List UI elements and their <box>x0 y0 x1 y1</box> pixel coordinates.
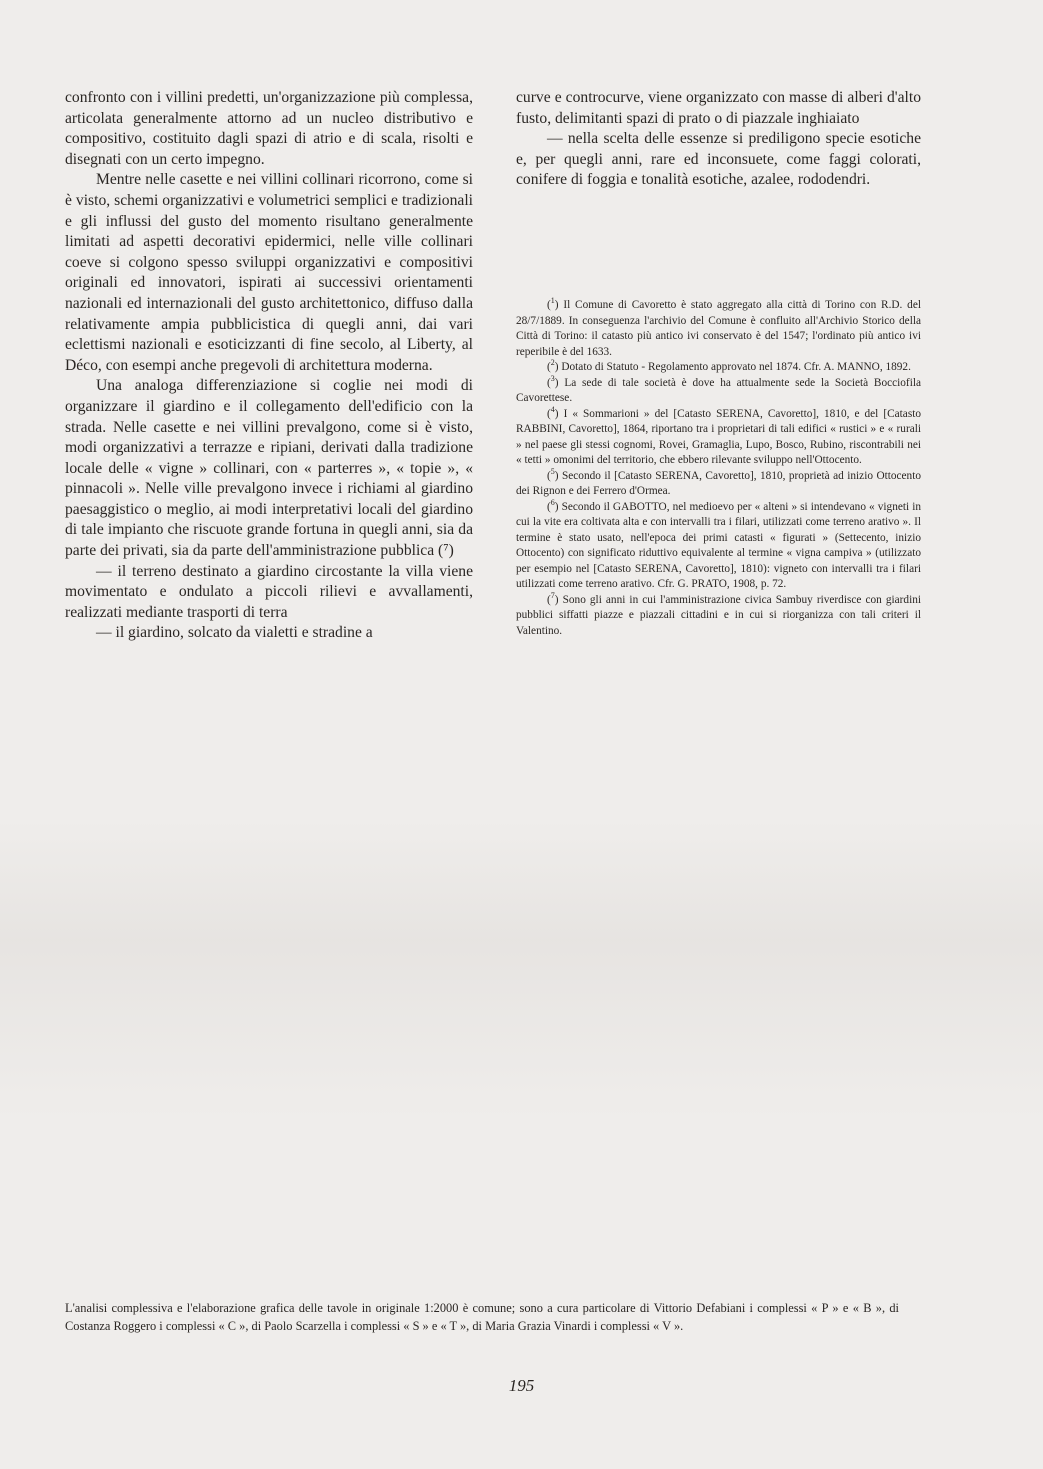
footnote: ($^6$) Secondo il GABOTTO, nel medioevo per « alteni » si intendevano « vigneti in cui la vite era coltivata alta e con intervalli tra i filari, utilizzati come terreno arativo ». Il termine è stato usato, nell'epoca dei primi catasti « figurati » (Settecento, inizio Ottocento) con significato riduttivo equivalente al termine « vigna campiva » (utilizzato per esempio nel [Catasto SERENA, Cavoretto], 1810): vigneto con intervalli tra i filari utilizzati come terreno arativo. Cfr. G. PRATO, 1908, p. 72. <box>516 497 921 590</box>
footnote-number: 2 <box>550 358 555 368</box>
footnote: ($^5$) Secondo il [Catasto SERENA, Cavoretto], 1810, proprietà ad inizio Ottocento dei Rignon e dei Ferrero d'Ormea. <box>516 466 921 497</box>
left-text-column <box>65 88 473 644</box>
footnote: ($^1$) Il Comune di Cavoretto è stato aggregato alla città di Torino con R.D. del 28/7/1889. In conseguenza l'archivio del Comune è confluito all'Archivio Storico della Città di Torino: il catasto più antico ivi conservato è del 1547; l'ordinato più antico ivi reperibile è del 1633. <box>516 296 921 358</box>
paragraph-text: Una analoga differenziazione si coglie nei modi di organizzare il giardino e il collegamento dell'edificio con la strada. Nelle casette e nei villini prevalgono, come si è visto, modi organizzativi a terrazze e ripiani, derivati dalla tradizione locale delle « vigne » collinari, con « parterres », « topie », « pinnacoli ». Nelle ville prevalgono invece i richiami al giardino paesaggistico o meglio, ai modi interpretativi locali del giardino di tale impianto che riscuote grande fortuna in quegli anni, sia da parte dei privati, sia da parte dell'amministrazione pubblica <box>65 377 473 560</box>
footnote: ($^2$) Dotato di Statuto - Regolamento approvato nel 1874. Cfr. A. MANNO, 1892. <box>547 358 911 373</box>
paragraph: — il giardino, solcato da vialetti e stradine a <box>96 624 373 642</box>
footnote: ($^4$) I « Sommarioni » del [Catasto SERENA, Cavoretto], 1810, e del [Catasto RABBINI, Cavoretto], 1864, riportano tra i proprietari di tali edifici « rustici » e « rurali » nel paese gli stessi cognomi, Rovei, Gramaglia, Lupo, Bosco, Rubino, riscontrabili nei « tetti » omonimi del territorio, che ebbero rilevante sviluppo nell'Ottocento. <box>516 404 921 466</box>
footnote-text: Secondo il GABOTTO, nel medioevo per « alteni » si intendevano « vigneti in cui la vite era coltivata alta e con intervalli tra i filari, utilizzati come terreno arativo ». Il termine è stato usato, nell'epoca dei primi catasti « figurati » (Settecento, inizio Ottocento) con significato riduttivo equivalente al termine « vigna campiva » (utilizzato per esempio nel [Catasto SERENA, Cavoretto], 1810): vigneto con intervalli tra i filari utilizzati come terreno arativo. Cfr. G. PRATO, 1908, p. 72. <box>516 500 921 590</box>
footnote-number: 3 <box>550 373 555 383</box>
footnote-number: 1 <box>550 296 555 306</box>
footnote: ($^3$) La sede di tale società è dove ha attualmente sede la Società Bocciofila Cavorettese. <box>516 373 921 404</box>
footnote-text: Secondo il [Catasto SERENA, Cavoretto], 1810, proprietà ad inizio Ottocento dei Rignon e dei Ferrero d'Ormea. <box>516 469 921 497</box>
paragraph: confronto con i villini predetti, un'organizzazione più complessa, articolata generalmente attorno ad un nucleo distributivo e compositivo, costituito dagli spazi di atrio e di scala, risolti e disegnati con un certo impegno. <box>65 89 473 168</box>
footnote-number: 7 <box>550 590 555 600</box>
footnote-text: Dotato di Statuto - Regolamento approvato nel 1874. Cfr. A. MANNO, 1892. <box>561 361 911 373</box>
paragraph: — nella scelta delle essenze si prediligono specie esotiche e, per quegli anni, rare ed inconsuete, come faggi colorati, conifere di foggia e tonalità esotiche, azalee, rododendri. <box>516 130 921 189</box>
paragraph: — il terreno destinato a giardino circostante la villa viene movimentato e ondulato a piccoli rilievi e avvallamenti, realizzati mediante trasporti di terra <box>65 562 473 621</box>
footnotes <box>516 298 921 639</box>
paragraph: curve e controcurve, viene organizzato con masse di alberi d'alto fusto, delimitanti spazi di prato o di piazzale inghiaiato <box>516 89 921 127</box>
footnote-text: I « Sommarioni » del [Catasto SERENA, Cavoretto], 1810, e del [Catasto RABBINI, Cavoretto], 1864, riportano tra i proprietari di tali edifici « rustici » e « rurali » nel paese gli stessi cognomi, Rovei, Gramaglia, Lupo, Bosco, Rubino, riscontrabili nei « tetti » omonimi del territorio, che ebbero rilevante sviluppo nell'Ottocento. <box>516 407 921 466</box>
footnote-number: 4 <box>550 404 555 414</box>
credits-caption: L'analisi complessiva e l'elaborazione grafica delle tavole in originale 1:2000 è comune; sono a cura particolare di Vittorio Defabiani i complessi « P » e « B », di Costanza Roggero i complessi « C », di Paolo Scarzella i complessi « S » e « T », di Maria Grazia Vinardi i complessi « V ». <box>65 1301 899 1333</box>
footnote-number: 5 <box>550 466 555 476</box>
footnote-number: 6 <box>550 497 555 507</box>
right-text-column <box>516 88 921 191</box>
footnote-text: La sede di tale società è dove ha attualmente sede la Società Bocciofila Cavorettese. <box>516 376 921 404</box>
footnote-text: Il Comune di Cavoretto è stato aggregato alla città di Torino con R.D. del 28/7/1889. In conseguenza l'archivio del Comune è confluito all'Archivio Storico della Città di Torino: il catasto più antico ivi conservato è del 1547; l'ordinato più antico ivi reperibile è del 1633. <box>516 299 921 358</box>
paragraph <box>65 376 473 561</box>
show-through-shadow <box>0 820 1043 1120</box>
footnote: ($^7$) Sono gli anni in cui l'amministrazione civica Sambuy riverdisce con giardini pubblici siffatti piazze e piazzali cittadini e in cui si riorganizza con tali criteri il Valentino. <box>516 590 921 637</box>
footnote-text: Sono gli anni in cui l'amministrazione civica Sambuy riverdisce con giardini pubblici siffatti piazze e piazzali cittadini e in cui si riorganizza con tali criteri il Valentino. <box>516 593 921 637</box>
note-reference: (⁷) <box>438 542 454 560</box>
page-number: 195 <box>508 1376 535 1395</box>
paragraph: Mentre nelle casette e nei villini collinari ricorrono, come si è visto, schemi organizzativi e volumetrici semplici e tradizionali e gli influssi del gusto del momento risultano generalmente limitati ad aspetti decorativi epidermici, nelle ville collinari coeve si colgono spesso sviluppi organizzativi e compositivi originali ed innovatori, ispirati ai successivi orientamenti nazionali ed internazionali del gusto architettonico, diffuso dalla relativamente ampia pubblicistica di quegli anni, dai vari eclettismi nazionali e esoticizzanti di fine secolo, al Liberty, al Déco, con esempi anche pregevoli di architettura moderna. <box>65 171 473 374</box>
